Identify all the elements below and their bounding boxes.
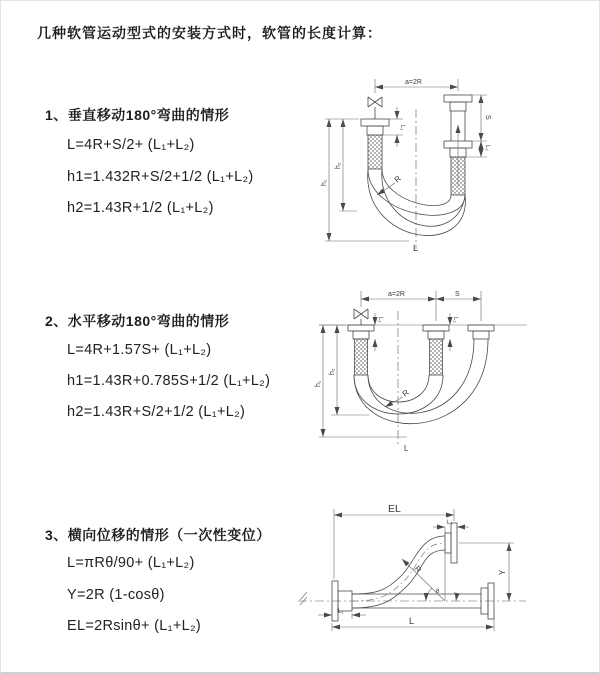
dim-y: [459, 543, 514, 601]
page-title: 几种软管运动型式的安装方式时，软管的长度计算：: [37, 25, 382, 41]
dim-l1-left: [318, 609, 366, 631]
dim-s-label: S: [484, 115, 491, 120]
section-3-formula-L: L=πRθ/90+ (L₁+L₂): [67, 555, 195, 571]
middle-fitting: [423, 325, 449, 375]
hose-curve: [352, 536, 445, 608]
left-fitting: [348, 325, 374, 375]
length-label: L: [413, 243, 419, 253]
section-2-formula-h1: h1=1.43R+0.785S+1/2 (L₁+L₂): [67, 373, 271, 389]
section-1-formula-L: L=4R+S/2+ (L₁+L₂): [67, 137, 195, 153]
dim-l2-label: L₂: [484, 145, 490, 151]
diagram-horizontal-180-bend: [309, 285, 561, 460]
dim-el-label: EL: [388, 503, 401, 515]
upper-flange: [445, 523, 457, 563]
dim-l1-label: L₁: [399, 125, 405, 131]
left-fitting: [361, 119, 389, 169]
section-2-formula-L: L=4R+1.57S+ (L₁+L₂): [67, 342, 212, 358]
dim-l1-left-label: L₁: [338, 609, 344, 615]
section-2-formula-h2: h2=1.43R+S/2+1/2 (L₁+L₂): [67, 404, 246, 420]
section-2-heading: 2、水平移动180°弯曲的情形: [45, 313, 230, 329]
hose-curves: [354, 339, 488, 424]
dim-el: [334, 503, 454, 579]
valve-icon: [368, 97, 382, 119]
section-1-formula-h2: h2=1.43R+1/2 (L₁+L₂): [67, 200, 214, 216]
dim-l2-label: L₂: [452, 317, 458, 323]
radius-callout: [377, 174, 403, 195]
section-1-formula-h1: h1=1.432R+S/2+1/2 (L₁+L₂): [67, 169, 254, 185]
dim-a2r-label: a=2R: [405, 79, 422, 86]
dim-l1-top: [433, 520, 469, 527]
right-fitting: [444, 95, 472, 195]
dim-y-label: Y: [498, 569, 507, 575]
dim-h1-label: h₁: [315, 380, 322, 387]
dim-l-label: L: [409, 616, 415, 626]
section-3-heading: 3、横向位移的情形（一次性变位）: [45, 527, 271, 543]
diagram-vertical-180-bend: [313, 71, 553, 259]
dim-l2: [450, 313, 458, 351]
radius-label: R: [392, 173, 403, 185]
dim-h2-label: h₂: [335, 162, 342, 169]
dim-s-label: S: [455, 291, 460, 298]
dim-h1-label: h₁: [321, 179, 328, 186]
valve-icon: [354, 309, 368, 325]
radius-label: R: [400, 387, 411, 399]
dim-a2r: [375, 79, 458, 93]
length-label: L: [404, 444, 409, 453]
dim-a2r-label: a=2R: [388, 291, 405, 298]
section-1-heading: 1、垂直移动180°弯曲的情形: [45, 107, 230, 123]
dim-l1: [375, 313, 383, 351]
radius-label: R: [412, 564, 424, 575]
dim-l1-label: L₁: [377, 317, 383, 323]
dim-h2-label: h₂: [329, 368, 336, 375]
dim-l1: [383, 107, 405, 147]
section-3-formula-EL: EL=2Rsinθ+ (L₁+L₂): [67, 618, 202, 634]
dim-l1-top-label: L₁: [447, 520, 453, 526]
section-3-formula-Y: Y=2R (1-cosθ): [67, 587, 165, 603]
axis-break-mark: [300, 592, 307, 605]
right-fitting: [468, 325, 494, 339]
diagram-lateral-displacement: [296, 501, 574, 646]
dim-l: [332, 605, 494, 631]
angle-theta-label: θ: [436, 589, 440, 595]
